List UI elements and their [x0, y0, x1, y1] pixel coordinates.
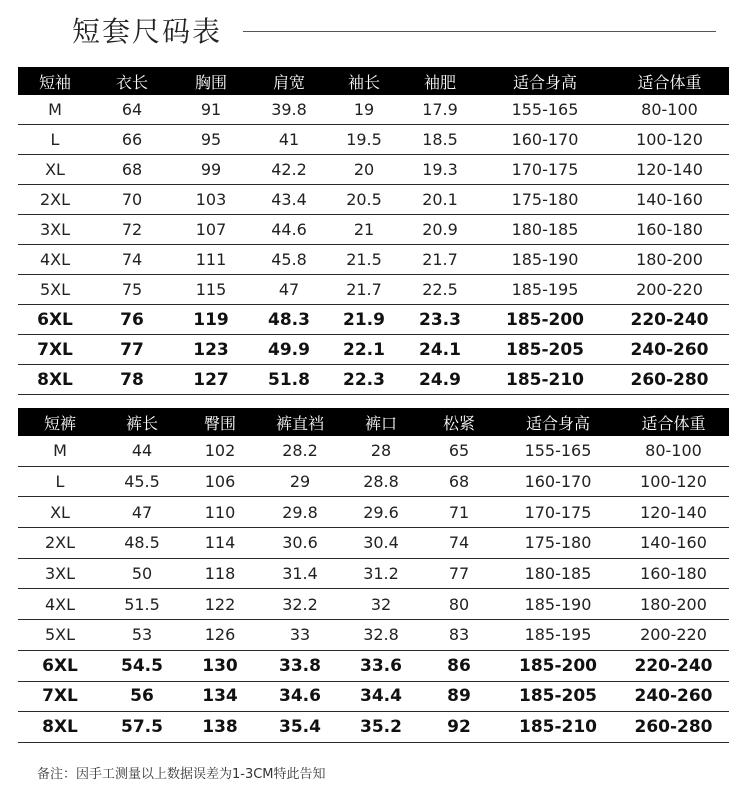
table-cell: 45.8: [250, 245, 328, 275]
table-row: [18, 215, 729, 245]
table-row: [18, 650, 729, 681]
table-row: [18, 95, 729, 125]
footnote: 备注：因手工测量以上数据误差为1-3CM特此告知: [37, 767, 326, 782]
table-cell: 30.4: [342, 528, 420, 559]
tops-header-cell: 短袖: [18, 67, 92, 95]
table-cell: 35.2: [342, 712, 420, 743]
table-cell: 29: [258, 466, 342, 497]
table-cell: 65: [420, 436, 498, 466]
table-row: [18, 125, 729, 155]
shorts-header-cell: 裤直裆: [258, 408, 342, 436]
table-cell: 120-140: [618, 497, 729, 528]
table-cell: 47: [102, 497, 182, 528]
table-row: [18, 528, 729, 559]
table-cell: 49.9: [250, 335, 328, 365]
table-cell: 47: [250, 275, 328, 305]
table-row: [18, 558, 729, 589]
tops-header-cell: 肩宽: [250, 67, 328, 95]
table-cell: 76: [92, 305, 172, 335]
tops-body: [18, 95, 729, 395]
table-row: [18, 681, 729, 712]
table-cell: 80: [420, 589, 498, 620]
table-cell: 240-260: [618, 681, 729, 712]
table-row: [18, 335, 729, 365]
table-cell: 185-190: [498, 589, 618, 620]
table-cell: 31.2: [342, 558, 420, 589]
table-cell: 33.6: [342, 650, 420, 681]
table-cell: 89: [420, 681, 498, 712]
table-cell: 140-160: [618, 528, 729, 559]
table-cell: 240-260: [610, 335, 729, 365]
table-row: [18, 620, 729, 651]
table-cell: 6XL: [18, 650, 102, 681]
table-cell: 86: [420, 650, 498, 681]
table-cell: 33.8: [258, 650, 342, 681]
table-cell: 70: [92, 185, 172, 215]
table-cell: 24.9: [400, 365, 480, 395]
table-cell: 21.5: [328, 245, 400, 275]
table-cell: 8XL: [18, 712, 102, 743]
shorts-header-cell: 适合身高: [498, 408, 618, 436]
tops-header-cell: 袖长: [328, 67, 400, 95]
shorts-header-cell: 适合体重: [618, 408, 729, 436]
tops-header-row: [18, 67, 729, 95]
table-cell: 155-165: [480, 95, 610, 125]
table-cell: 185-205: [480, 335, 610, 365]
table-row: [18, 275, 729, 305]
table-cell: 19: [328, 95, 400, 125]
table-cell: 180-200: [610, 245, 729, 275]
table-cell: 99: [172, 155, 250, 185]
table-cell: 92: [420, 712, 498, 743]
table-cell: 4XL: [18, 245, 92, 275]
table-cell: 260-280: [618, 712, 729, 743]
table-cell: 200-220: [618, 620, 729, 651]
table-cell: 119: [172, 305, 250, 335]
table-cell: 103: [172, 185, 250, 215]
table-cell: 77: [92, 335, 172, 365]
table-cell: 120-140: [610, 155, 729, 185]
table-cell: 3XL: [18, 558, 102, 589]
table-cell: 100-120: [618, 466, 729, 497]
table-cell: 21.7: [400, 245, 480, 275]
table-cell: 20: [328, 155, 400, 185]
table-cell: 122: [182, 589, 258, 620]
table-cell: 185-200: [480, 305, 610, 335]
table-cell: 20.9: [400, 215, 480, 245]
table-cell: 19.3: [400, 155, 480, 185]
table-cell: 41: [250, 125, 328, 155]
table-row: [18, 712, 729, 743]
table-cell: 24.1: [400, 335, 480, 365]
table-row: [18, 589, 729, 620]
table-cell: 180-185: [480, 215, 610, 245]
table-cell: 110: [182, 497, 258, 528]
table-cell: 155-165: [498, 436, 618, 466]
table-cell: 160-180: [618, 558, 729, 589]
tops-header-cell: 袖肥: [400, 67, 480, 95]
table-cell: 42.2: [250, 155, 328, 185]
table-cell: 32.8: [342, 620, 420, 651]
table-cell: 44: [102, 436, 182, 466]
shorts-body: [18, 436, 729, 742]
table-cell: 21: [328, 215, 400, 245]
table-cell: 114: [182, 528, 258, 559]
table-cell: 180-200: [618, 589, 729, 620]
table-cell: 32: [342, 589, 420, 620]
table-cell: 19.5: [328, 125, 400, 155]
table-cell: 185-205: [498, 681, 618, 712]
table-cell: 74: [420, 528, 498, 559]
table-cell: 91: [172, 95, 250, 125]
table-cell: 51.5: [102, 589, 182, 620]
table-cell: 78: [92, 365, 172, 395]
tops-header-cell: 胸围: [172, 67, 250, 95]
table-cell: 43.4: [250, 185, 328, 215]
table-cell: M: [18, 436, 102, 466]
table-cell: 260-280: [610, 365, 729, 395]
table-row: [18, 365, 729, 395]
table-cell: 39.8: [250, 95, 328, 125]
table-cell: 185-210: [498, 712, 618, 743]
table-cell: 2XL: [18, 185, 92, 215]
table-cell: 68: [92, 155, 172, 185]
table-cell: 185-210: [480, 365, 610, 395]
tops-header-cell: 适合身高: [480, 67, 610, 95]
table-cell: 83: [420, 620, 498, 651]
table-cell: 53: [102, 620, 182, 651]
table-cell: 34.6: [258, 681, 342, 712]
table-cell: 170-175: [480, 155, 610, 185]
table-row: [18, 155, 729, 185]
table-cell: 5XL: [18, 620, 102, 651]
table-cell: 220-240: [610, 305, 729, 335]
table-cell: 74: [92, 245, 172, 275]
table-cell: 123: [172, 335, 250, 365]
table-cell: 4XL: [18, 589, 102, 620]
table-cell: 28: [342, 436, 420, 466]
tops-header-cell: 衣长: [92, 67, 172, 95]
table-cell: 8XL: [18, 365, 92, 395]
shorts-header-cell: 裤口: [342, 408, 420, 436]
table-cell: 31.4: [258, 558, 342, 589]
table-cell: 21.7: [328, 275, 400, 305]
table-row: [18, 497, 729, 528]
shorts-header-cell: 臀围: [182, 408, 258, 436]
table-row: [18, 436, 729, 466]
tops-header-cell: 适合体重: [610, 67, 729, 95]
table-cell: 17.9: [400, 95, 480, 125]
shorts-header-row: [18, 408, 729, 436]
table-cell: 138: [182, 712, 258, 743]
table-cell: 185-190: [480, 245, 610, 275]
table-row: [18, 245, 729, 275]
table-cell: 185-195: [480, 275, 610, 305]
table-cell: 72: [92, 215, 172, 245]
table-cell: 68: [420, 466, 498, 497]
table-cell: 175-180: [480, 185, 610, 215]
shorts-header-cell: 裤长: [102, 408, 182, 436]
table-cell: 75: [92, 275, 172, 305]
table-cell: 220-240: [618, 650, 729, 681]
table-cell: 160-170: [498, 466, 618, 497]
table-cell: 34.4: [342, 681, 420, 712]
table-cell: 71: [420, 497, 498, 528]
table-cell: 32.2: [258, 589, 342, 620]
table-cell: L: [18, 125, 92, 155]
table-cell: 22.1: [328, 335, 400, 365]
table-cell: 127: [172, 365, 250, 395]
table-row: [18, 185, 729, 215]
table-cell: 100-120: [610, 125, 729, 155]
table-cell: 7XL: [18, 681, 102, 712]
table-cell: 111: [172, 245, 250, 275]
shorts-header-cell: 松紧: [420, 408, 498, 436]
table-cell: 80-100: [618, 436, 729, 466]
table-row: [18, 305, 729, 335]
table-cell: 118: [182, 558, 258, 589]
table-cell: L: [18, 466, 102, 497]
table-cell: 6XL: [18, 305, 92, 335]
tops-size-table: [18, 67, 729, 395]
shorts-size-table: [18, 408, 729, 743]
table-cell: 33: [258, 620, 342, 651]
table-cell: 106: [182, 466, 258, 497]
table-cell: 160-180: [610, 215, 729, 245]
table-cell: 3XL: [18, 215, 92, 245]
table-cell: 48.3: [250, 305, 328, 335]
table-cell: 102: [182, 436, 258, 466]
table-cell: 77: [420, 558, 498, 589]
table-cell: 22.3: [328, 365, 400, 395]
table-row: [18, 466, 729, 497]
table-cell: 107: [172, 215, 250, 245]
table-cell: 126: [182, 620, 258, 651]
table-cell: 45.5: [102, 466, 182, 497]
table-cell: XL: [18, 155, 92, 185]
table-cell: 175-180: [498, 528, 618, 559]
table-cell: 57.5: [102, 712, 182, 743]
table-cell: 29.6: [342, 497, 420, 528]
table-cell: 80-100: [610, 95, 729, 125]
page-title: 短套尺码表: [72, 15, 223, 48]
table-cell: 20.5: [328, 185, 400, 215]
table-cell: 64: [92, 95, 172, 125]
table-cell: 95: [172, 125, 250, 155]
table-cell: 51.8: [250, 365, 328, 395]
table-cell: 18.5: [400, 125, 480, 155]
table-cell: 56: [102, 681, 182, 712]
table-cell: 50: [102, 558, 182, 589]
table-cell: 160-170: [480, 125, 610, 155]
shorts-header-cell: 短裤: [18, 408, 102, 436]
table-cell: 140-160: [610, 185, 729, 215]
table-cell: XL: [18, 497, 102, 528]
table-cell: 130: [182, 650, 258, 681]
table-cell: 44.6: [250, 215, 328, 245]
table-cell: 134: [182, 681, 258, 712]
table-cell: 29.8: [258, 497, 342, 528]
table-cell: 200-220: [610, 275, 729, 305]
table-cell: 20.1: [400, 185, 480, 215]
table-cell: 7XL: [18, 335, 92, 365]
table-cell: 185-195: [498, 620, 618, 651]
table-cell: 170-175: [498, 497, 618, 528]
table-cell: 185-200: [498, 650, 618, 681]
table-cell: 23.3: [400, 305, 480, 335]
table-cell: 30.6: [258, 528, 342, 559]
table-cell: 2XL: [18, 528, 102, 559]
table-cell: 35.4: [258, 712, 342, 743]
title-divider: [243, 31, 716, 32]
table-cell: 48.5: [102, 528, 182, 559]
table-cell: 28.2: [258, 436, 342, 466]
table-cell: 21.9: [328, 305, 400, 335]
table-cell: 180-185: [498, 558, 618, 589]
table-cell: 115: [172, 275, 250, 305]
table-cell: 5XL: [18, 275, 92, 305]
table-cell: M: [18, 95, 92, 125]
table-cell: 54.5: [102, 650, 182, 681]
table-cell: 66: [92, 125, 172, 155]
table-cell: 22.5: [400, 275, 480, 305]
table-cell: 28.8: [342, 466, 420, 497]
